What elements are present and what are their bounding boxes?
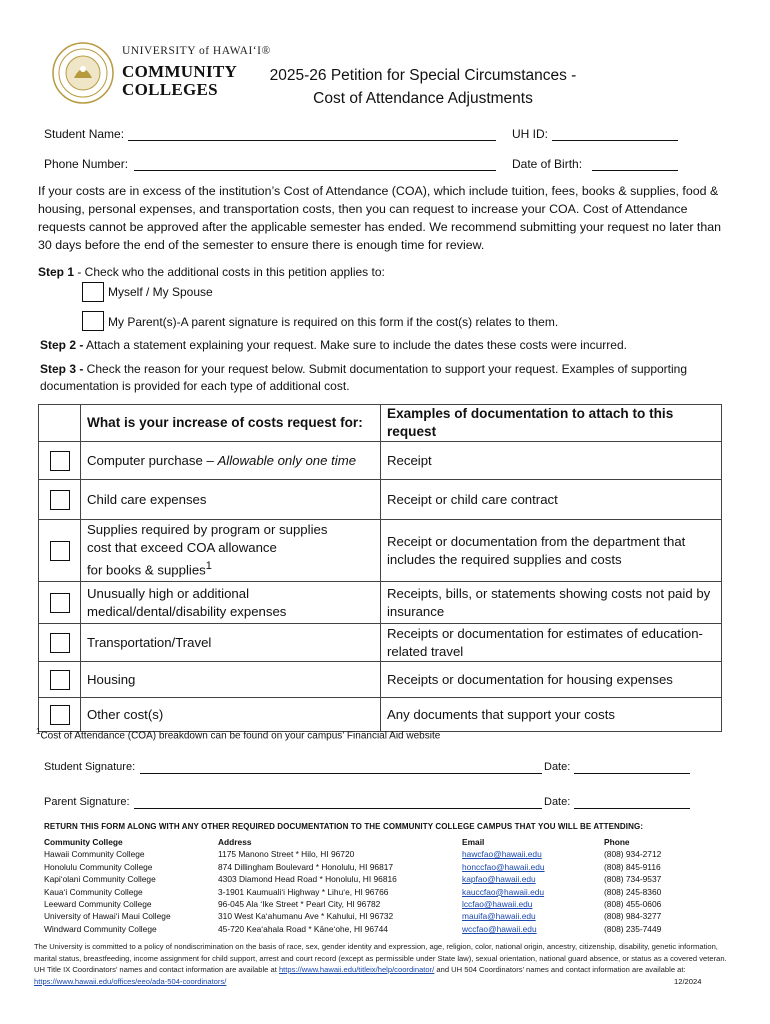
- college-name: Hawaii Community College: [44, 849, 145, 860]
- address-column: [218, 836, 397, 935]
- community-wordmark: COMMUNITY: [122, 62, 238, 81]
- child-care-checkbox[interactable]: [50, 490, 70, 510]
- college-name: Kapiʻolani Community College: [44, 874, 156, 885]
- student-signature-field[interactable]: [140, 773, 542, 774]
- request-line-1: Supplies required by program or supplies: [87, 522, 328, 538]
- header-request-for: What is your increase of costs request for:: [81, 405, 381, 442]
- step-2: [40, 338, 627, 352]
- colleges-wordmark: COLLEGES: [122, 80, 218, 99]
- email-column: [462, 836, 545, 935]
- header-blank-cell: [39, 405, 81, 442]
- student-date-field[interactable]: [574, 773, 690, 774]
- footnote-marker: 1: [205, 560, 212, 573]
- uh-id-label: UH ID:: [512, 127, 548, 141]
- student-name-field[interactable]: [128, 140, 496, 141]
- doc-cell: Receipt or documentation from the department that includes the required supplies and costs: [381, 520, 722, 582]
- student-date-label: Date:: [544, 761, 571, 773]
- college-phone: (808) 245-8360: [604, 886, 662, 897]
- college-header: Community College: [44, 837, 123, 847]
- parent-signature-field[interactable]: [134, 808, 542, 809]
- revision-date: 12/2024: [674, 977, 702, 986]
- supplies-checkbox[interactable]: [50, 541, 70, 561]
- request-cell: [81, 520, 381, 582]
- college-phone: (808) 734-9537: [604, 874, 662, 885]
- title-ix-link[interactable]: https://www.hawaii.edu/titleix/help/coordinator/: [278, 965, 435, 974]
- checkbox-cell: [39, 480, 81, 520]
- myself-spouse-label: Myself / My Spouse: [108, 285, 213, 299]
- ada-504-link[interactable]: https://www.hawaii.edu/offices/eeo/ada-504-coordinators/: [34, 976, 227, 986]
- college-email-link[interactable]: mauifa@hawaii.edu: [462, 911, 536, 922]
- doc-cell: Receipts, bills, or statements showing costs not paid by insurance: [381, 582, 722, 624]
- college-email-link[interactable]: wccfao@hawaii.edu: [462, 923, 537, 934]
- college-email-link[interactable]: kauccfao@hawaii.edu: [462, 886, 545, 897]
- myself-spouse-checkbox[interactable]: [82, 282, 104, 302]
- university-wordmark: UNIVERSITY of HAWAIʻI®: [122, 45, 271, 57]
- request-cell: Child care expenses: [81, 480, 381, 520]
- page-title: [258, 64, 588, 110]
- student-name-label: Student Name:: [44, 127, 125, 141]
- table-row: [39, 582, 722, 624]
- step-1-label: Step 1: [38, 265, 75, 279]
- request-text: Computer purchase –: [87, 452, 218, 468]
- reason-table: [38, 404, 722, 732]
- table-row: [39, 520, 722, 582]
- table-row: [39, 480, 722, 520]
- college-phone: (808) 934-2712: [604, 849, 662, 860]
- address-header: Address: [218, 837, 252, 847]
- phone-number-field[interactable]: [134, 170, 496, 171]
- step-2-text: Attach a statement explaining your request. Make sure to include the dates these costs were incurred.: [83, 338, 627, 352]
- housing-checkbox[interactable]: [50, 670, 70, 690]
- college-email-link[interactable]: lccfao@hawaii.edu: [462, 899, 533, 910]
- parents-label: My Parent(s)-A parent signature is required on this form if the cost(s) relates to them.: [108, 315, 559, 329]
- college-email-link[interactable]: hawcfao@hawaii.edu: [462, 849, 542, 860]
- request-note: Allowable only one time: [217, 452, 357, 468]
- college-address: 874 Dillingham Boulevard * Honolulu, HI 96817: [218, 861, 394, 872]
- parent-date-label: Date:: [544, 796, 571, 808]
- college-address: 3-1901 Kaumualiʻi Highway * Lihuʻe, HI 96766: [218, 886, 389, 897]
- step-3-text: Check the reason for your request below. Submit documentation to support your request. Examples of supporting documentation is provided for each type of additional cost.: [40, 362, 688, 393]
- college-name: Kauaʻi Community College: [44, 886, 143, 897]
- checkbox-cell: [39, 582, 81, 624]
- transportation-checkbox[interactable]: [50, 633, 70, 653]
- title-line-2: Cost of Attendance Adjustments: [313, 90, 533, 107]
- return-instructions: RETURN THIS FORM ALONG WITH ANY OTHER REQUIRED DOCUMENTATION TO THE COMMUNITY COLLEGE CAMPUS THAT YOU WILL BE ATTENDING:: [44, 822, 644, 831]
- step-2-label: Step 2 -: [40, 338, 84, 352]
- checkbox-cell: [39, 662, 81, 698]
- doc-cell: Receipt or child care contract: [381, 480, 722, 520]
- parents-checkbox[interactable]: [82, 311, 104, 331]
- computer-purchase-checkbox[interactable]: [50, 451, 70, 471]
- step-3-label: Step 3 -: [40, 362, 84, 376]
- table-row: [39, 442, 722, 480]
- medical-checkbox[interactable]: [50, 593, 70, 613]
- doc-cell: Receipt: [381, 442, 722, 480]
- college-address: 1175 Manono Street * Hilo, HI 96720: [218, 849, 355, 860]
- checkbox-cell: [39, 520, 81, 582]
- header-documentation: Examples of documentation to attach to this request: [381, 405, 722, 442]
- college-email-link[interactable]: honccfao@hawaii.edu: [462, 861, 545, 872]
- disclaimer-text-2: and UH 504 Coordinators’ names and contact information are available at:: [434, 965, 686, 974]
- title-line-1: 2025-26 Petition for Special Circumstances -: [269, 67, 577, 84]
- table-row: [39, 624, 722, 662]
- request-line-3: [87, 557, 374, 579]
- email-header: Email: [462, 837, 485, 847]
- college-column: [44, 836, 171, 935]
- checkbox-cell: [39, 624, 81, 662]
- college-email-link[interactable]: kapfao@hawaii.edu: [462, 874, 536, 885]
- request-cell: Unusually high or additional medical/dental/disability expenses: [81, 582, 381, 624]
- footnote: [36, 727, 440, 741]
- request-cell: Housing: [81, 662, 381, 698]
- college-phone: (808) 984-3277: [604, 911, 662, 922]
- footnote-number: 1: [36, 727, 41, 736]
- college-name: Honolulu Community College: [44, 861, 153, 872]
- student-signature-label: Student Signature:: [44, 761, 136, 773]
- date-of-birth-field[interactable]: [592, 170, 678, 171]
- phone-header: Phone: [604, 837, 630, 847]
- college-phone: (808) 845-9116: [604, 861, 661, 872]
- college-address: 96-045 Ala ʻIke Street * Pearl City, HI 96782: [218, 899, 381, 910]
- request-line-3-text: for books & supplies: [87, 562, 206, 578]
- intro-paragraph: If your costs are in excess of the institution’s Cost of Attendance (COA), which include tuition, fees, books & supplies, food & housing, personal expenses, and transportation costs, then you can request to increase your COA. Cost of Attendance requests cannot be approved after the applicable semester has ended. We recommend submitting your request no later than 30 days before the end of the semester to ensure there is enough time for review.: [38, 184, 722, 252]
- step-3: [40, 361, 740, 395]
- table-row: [39, 662, 722, 698]
- phone-column: [604, 836, 661, 935]
- college-address: 310 West Kaʻahumanu Ave * Kahului, HI 96732: [218, 911, 394, 922]
- disclaimer-text-1: The University is committed to a policy of nondiscrimination on the basis of race, sex, gender identity and expression, age, religion, color, national origin, ancestry, citizenship, disability, genetic information, marital status, breastfeeding, income assignment for child support, arrest and court record (except as permissible under State law), sexual orientation, national guard absence, or status as a covered veteran. UH Title IX Coordinators’ names and contact information are available at: [34, 942, 727, 974]
- doc-cell: Any documents that support your costs: [381, 698, 722, 732]
- university-seal-logo: [52, 42, 114, 104]
- doc-cell: Receipts or documentation for housing expenses: [381, 662, 722, 698]
- request-cell: [81, 442, 381, 480]
- request-cell: Other cost(s): [81, 698, 381, 732]
- college-address: 4303 Diamond Head Road * Honolulu, HI 96816: [218, 874, 397, 885]
- parent-date-field[interactable]: [574, 808, 690, 809]
- college-phone: (808) 235-7449: [604, 923, 662, 934]
- request-line-2: cost that exceed COA allowance: [87, 540, 277, 556]
- parent-signature-label: Parent Signature:: [44, 796, 130, 808]
- college-name: Windward Community College: [44, 923, 157, 934]
- doc-cell: Receipts or documentation for estimates of education- related travel: [381, 624, 722, 662]
- request-cell: Transportation/Travel: [81, 624, 381, 662]
- college-address: 45-720 Keaʻahala Road * Kāneʻohe, HI 96744: [218, 923, 388, 934]
- table-header-row: [39, 405, 722, 442]
- uh-id-field[interactable]: [552, 140, 678, 141]
- other-costs-checkbox[interactable]: [50, 705, 70, 725]
- college-phone: (808) 455-0606: [604, 899, 662, 910]
- step-1: [38, 265, 385, 279]
- nondiscrimination-statement: [34, 941, 734, 987]
- footnote-text: Cost of Attendance (COA) breakdown can be found on your campus’ Financial Aid website: [40, 730, 441, 742]
- college-name: University of Hawaiʻi Maui College: [44, 911, 171, 922]
- college-name: Leeward Community College: [44, 899, 152, 910]
- date-of-birth-label: Date of Birth:: [512, 157, 583, 171]
- step-1-text: - Check who the additional costs in this petition applies to:: [74, 265, 385, 279]
- phone-number-label: Phone Number:: [44, 157, 129, 171]
- checkbox-cell: [39, 442, 81, 480]
